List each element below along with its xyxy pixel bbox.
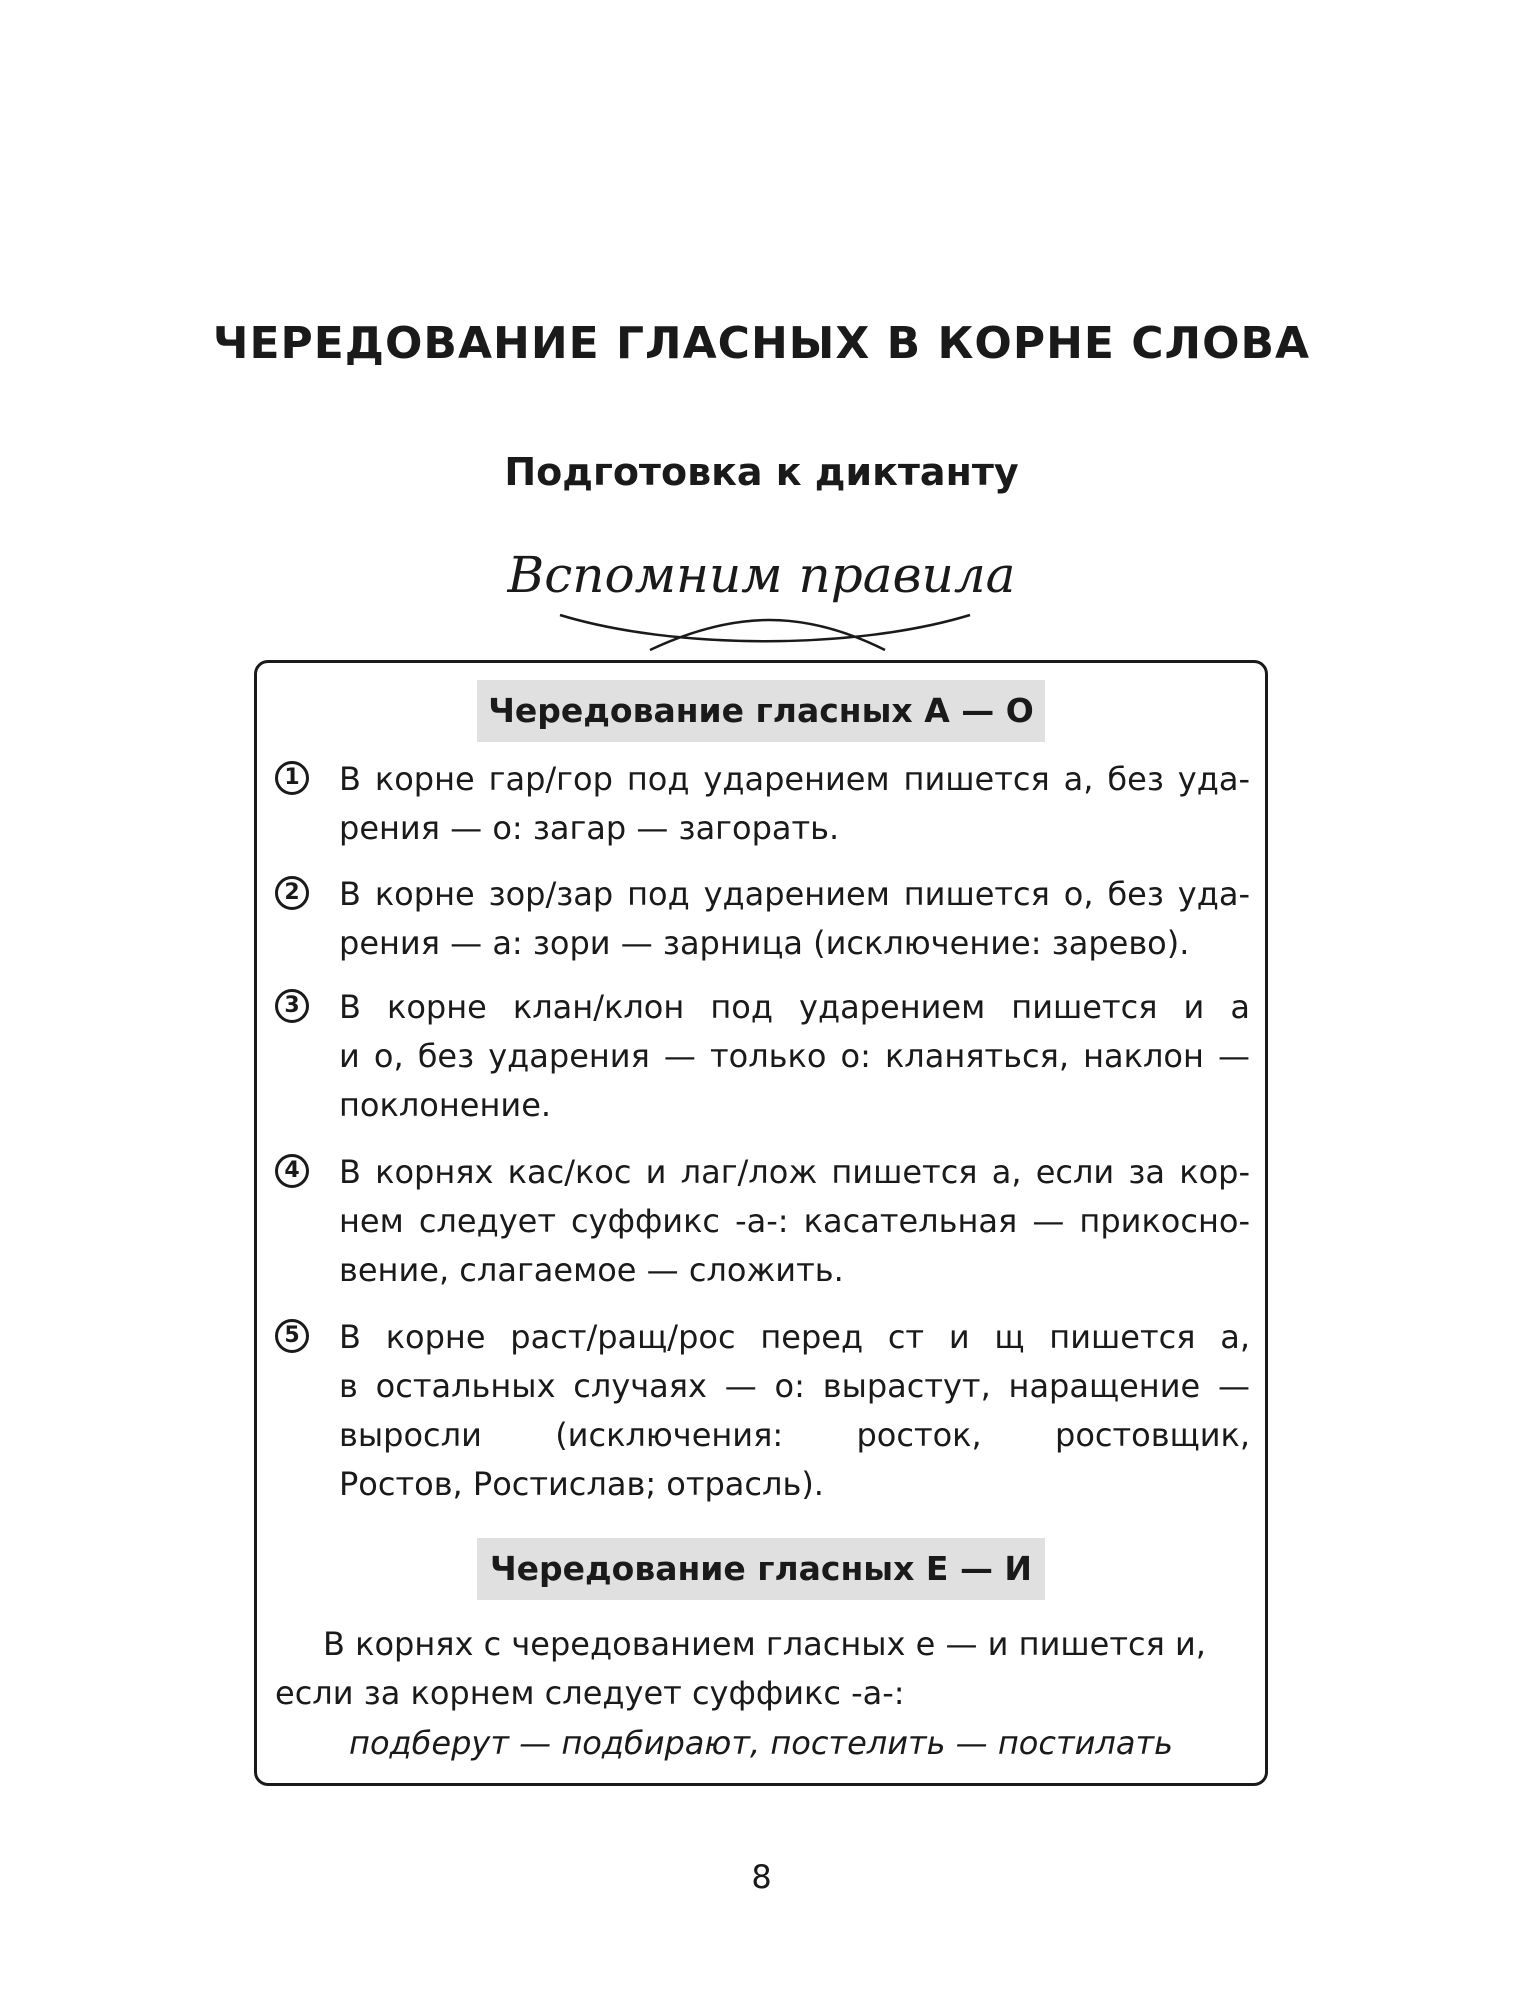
rule-line: В корне клан/клон под ударением пишется и а xyxy=(339,988,1250,1026)
rule-number-badge: 3 xyxy=(275,989,309,1023)
decorative-flourish xyxy=(555,605,975,665)
rule-line: выросли (исключения: росток, ростовщик, xyxy=(339,1416,1250,1454)
rule-line: поклонение. xyxy=(339,1086,552,1124)
rule-line: вение, слагаемое — сложить. xyxy=(339,1251,844,1289)
rule-number-badge: 4 xyxy=(275,1154,309,1188)
rule-line: рения — а: зори — зарница (исключение: зарево). xyxy=(339,924,1190,962)
rule-3 xyxy=(275,983,1250,1130)
page-number: 8 xyxy=(751,1858,772,1896)
section-heading-ao: Чередование гласных А — О xyxy=(477,680,1045,742)
rule-1 xyxy=(275,755,1250,853)
rule-line: рения — о: загар — загорать. xyxy=(339,809,840,847)
rule-5 xyxy=(275,1313,1250,1509)
intro-line: если за корнем следует суффикс -а-: xyxy=(275,1674,905,1712)
script-heading: Вспомним правила xyxy=(507,546,1016,604)
intro-line: В корнях с чередованием гласных е — и пишется и, xyxy=(323,1625,1206,1663)
rule-line: в остальных случаях — о: вырастут, наращение — xyxy=(339,1367,1250,1405)
rule-number-badge: 1 xyxy=(275,761,309,795)
rule-line: нем следует суффикс -а-: касательная — прикосно- xyxy=(339,1202,1250,1240)
rule-2 xyxy=(275,870,1250,968)
rule-4 xyxy=(275,1148,1250,1295)
rule-line: В корне гар/гор под ударением пишется а, без уда- xyxy=(339,760,1250,798)
section-heading-ei: Чередование гласных Е — И xyxy=(477,1538,1045,1600)
section-ei-intro xyxy=(275,1620,1250,1718)
rule-line: В корне зор/зар под ударением пишется о, без уда- xyxy=(339,875,1250,913)
rule-number-badge: 2 xyxy=(275,876,309,910)
examples-line: подберут — подбирают, постелить — постилать xyxy=(349,1724,1173,1762)
rule-line: В корне раст/ращ/рос перед ст и щ пишется а, xyxy=(339,1318,1250,1356)
page-title: ЧЕРЕДОВАНИЕ ГЛАСНЫХ В КОРНЕ СЛОВА xyxy=(212,318,1311,369)
rule-number-badge: 5 xyxy=(275,1319,309,1353)
rule-line: и о, без ударения — только о: кланяться, наклон — xyxy=(339,1037,1250,1075)
rule-line: В корнях кас/кос и лаг/лож пишется а, если за кор- xyxy=(339,1153,1250,1191)
page-subtitle: Подготовка к диктанту xyxy=(504,450,1019,494)
rule-line: Ростов, Ростислав; отрасль). xyxy=(339,1465,824,1503)
